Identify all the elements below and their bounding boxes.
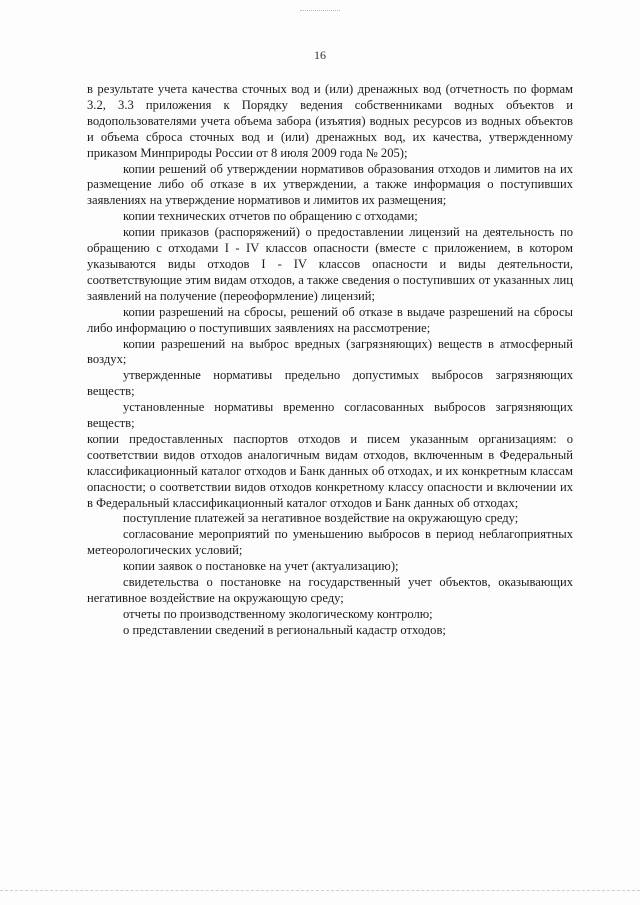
paragraph-license-orders: копии приказов (распоряжений) о предоставлении лицензий на деятельность по обращению с отходами I - IV классов опасности (вместе с приложением, в котором указываются виды отходов I - IV классов опасности и виды деятельности, соответствующие этим видам отходов, а также сведения о поступивших от указанных лиц заявлений на получение (переоформление) лицензий; — [87, 225, 573, 303]
document-body — [87, 82, 573, 639]
paragraph-waste-norms-decisions: копии решений об утверждении нормативов образования отходов и лимитов на их размещение либо об отказе в их утверждении, а также информация о поступивших заявлениях на утверждение нормативов и лимитов их размещения; — [87, 161, 573, 208]
page-number: 16 — [314, 48, 326, 62]
paragraph-registration-certificates: свидетельства о постановке на государственный учет объектов, оказывающих негативное воздействие на окружающую среду; — [87, 575, 573, 605]
paragraph-wastewater-accounting: в результате учета качества сточных вод и (или) дренажных вод (отчетность по формам 3.2, 3.3 приложения к Порядку ведения собственниками водных объектов и водопользователями учета объема забора (изъятия) водных ресурсов из водных объектов и объема сброса сточных вод и (или) дренажных вод, их качества, утвержденному приказом Минприроды России от 8 июля 2009 года № 205); — [87, 82, 573, 160]
paragraph-waste-cadastre: о представлении сведений в региональный кадастр отходов; — [123, 622, 446, 637]
paragraph-approved-emission-norms: утвержденные нормативы предельно допустимых выбросов загрязняющих веществ; — [87, 368, 573, 399]
paragraph-waste-passports: копии предоставленных паспортов отходов и писем указанным организациям: о соответствии видов отходов аналогичным видам отходов, включенным в Федеральный классификационный каталог отходов и Банк данных об отходах, и их конкретным классам опасности; о соответствии видов отходов конкретному классу опасности и включении их в Федеральный классификационный каталог отходов и Банк данных об отходах; — [87, 431, 573, 510]
scan-top-mark — [300, 10, 340, 11]
paragraph-payments: поступление платежей за негативное воздействие на окружающую среду; — [123, 511, 519, 526]
paragraph-temporary-emission-norms: установленные нормативы временно согласованных выбросов загрязняющих веществ; — [87, 400, 573, 431]
paragraph-registration-applications: копии заявок о постановке на учет (актуализацию); — [123, 559, 399, 574]
paragraph-environmental-control-reports: отчеты по производственному экологическому контролю; — [123, 606, 433, 621]
paragraph-adverse-weather-measures: согласование мероприятий по уменьшению выбросов в период неблагоприятных метеорологических условий; — [87, 527, 573, 558]
paragraph-emission-permits: копии разрешений на выброс вредных (загрязняющих) веществ в атмосферный воздух; — [87, 336, 573, 367]
scan-bottom-marks — [0, 890, 640, 893]
paragraph-technical-reports: копии технических отчетов по обращению с отходами; — [123, 209, 418, 224]
paragraph-discharge-permits: копии разрешений на сбросы, решений об отказе в выдаче разрешений на сбросы либо информацию о поступивших заявлениях на рассмотрение; — [87, 304, 573, 335]
